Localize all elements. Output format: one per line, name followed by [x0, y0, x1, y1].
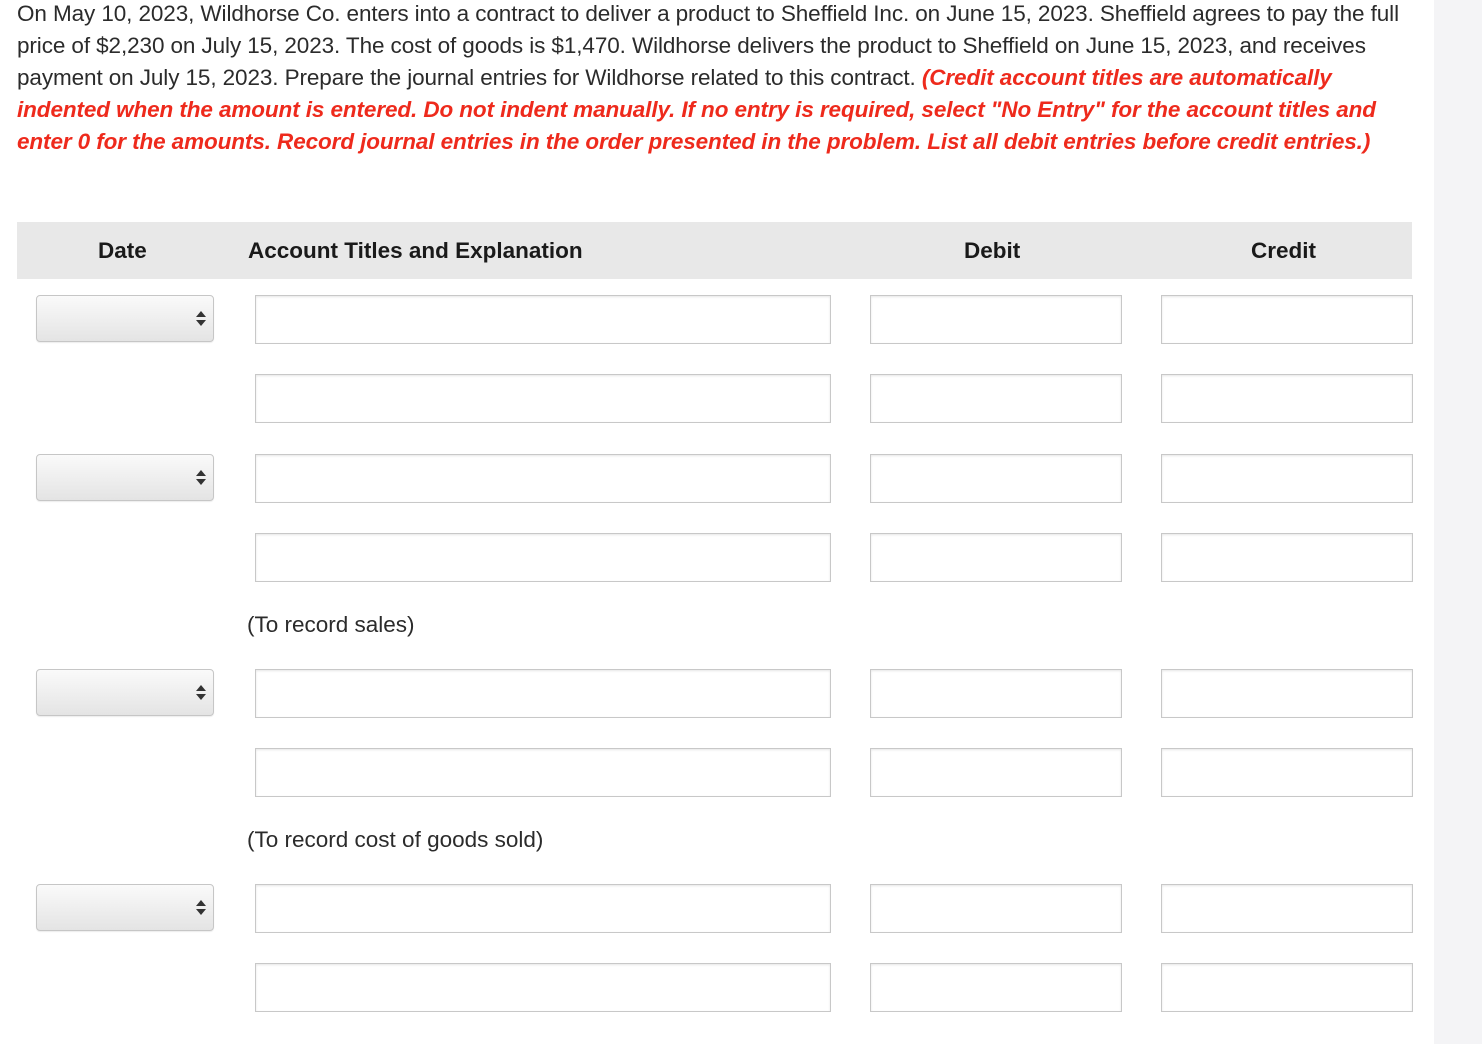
credit-input[interactable]	[1161, 884, 1413, 933]
journal-row	[0, 533, 1482, 581]
header-date: Date	[98, 238, 147, 263]
credit-input[interactable]	[1161, 374, 1413, 423]
credit-input[interactable]	[1161, 454, 1413, 503]
problem-text: On May 10, 2023, Wildhorse Co. enters into a contract to deliver a product to Sheffield Inc. on June 15, 2023. Sheffield agrees to pay the full price of $2,230 on July 15, 2023. The cost of goods is $1,470. Wildhorse delivers the product to Sheffield on June 15, 2023, and receives payment on July 15, 2023. Prepare the journal entries for Wildhorse related to this contract.	[17, 1, 1399, 90]
account-title-input[interactable]	[255, 748, 831, 797]
credit-input[interactable]	[1161, 669, 1413, 718]
explanation-sales: (To record sales)	[247, 612, 415, 637]
debit-input[interactable]	[870, 533, 1122, 582]
account-title-input[interactable]	[255, 295, 831, 344]
debit-input[interactable]	[870, 374, 1122, 423]
problem-statement	[17, 0, 1417, 158]
problem-instructions: (Credit account titles are automatically indented when the amount is entered. Do not indent manually. If no entry is required, select "No Entry" for the account titles and enter 0 for the amounts. Record journal entries in the order presented in the problem. List all debit entries before credit entries.)	[17, 65, 1376, 154]
debit-input[interactable]	[870, 963, 1122, 1012]
credit-input[interactable]	[1161, 295, 1413, 344]
debit-input[interactable]	[870, 454, 1122, 503]
account-title-input[interactable]	[255, 669, 831, 718]
debit-input[interactable]	[870, 884, 1122, 933]
debit-input[interactable]	[870, 295, 1122, 344]
explanation-cogs: (To record cost of goods sold)	[247, 827, 544, 852]
debit-input[interactable]	[870, 669, 1122, 718]
date-select[interactable]	[36, 884, 214, 931]
header-credit: Credit	[1251, 238, 1317, 263]
select-arrows-icon	[196, 311, 206, 327]
select-arrows-icon	[196, 470, 206, 486]
account-title-input[interactable]	[255, 963, 831, 1012]
account-title-input[interactable]	[255, 454, 831, 503]
account-title-input[interactable]	[255, 884, 831, 933]
date-select[interactable]	[36, 669, 214, 716]
journal-row	[0, 374, 1482, 422]
date-select[interactable]	[36, 454, 214, 501]
header-account-titles: Account Titles and Explanation	[248, 238, 583, 263]
journal-row	[0, 295, 1482, 343]
select-arrows-icon	[196, 900, 206, 916]
credit-input[interactable]	[1161, 533, 1413, 582]
journal-row	[0, 454, 1482, 502]
header-debit: Debit	[964, 238, 1021, 263]
journal-row	[0, 884, 1482, 932]
journal-row	[0, 669, 1482, 717]
account-title-input[interactable]	[255, 533, 831, 582]
journal-table-header	[17, 222, 1412, 279]
debit-input[interactable]	[870, 748, 1122, 797]
credit-input[interactable]	[1161, 748, 1413, 797]
account-title-input[interactable]	[255, 374, 831, 423]
credit-input[interactable]	[1161, 963, 1413, 1012]
date-select[interactable]	[36, 295, 214, 342]
select-arrows-icon	[196, 685, 206, 701]
journal-row	[0, 748, 1482, 796]
journal-row	[0, 963, 1482, 1011]
